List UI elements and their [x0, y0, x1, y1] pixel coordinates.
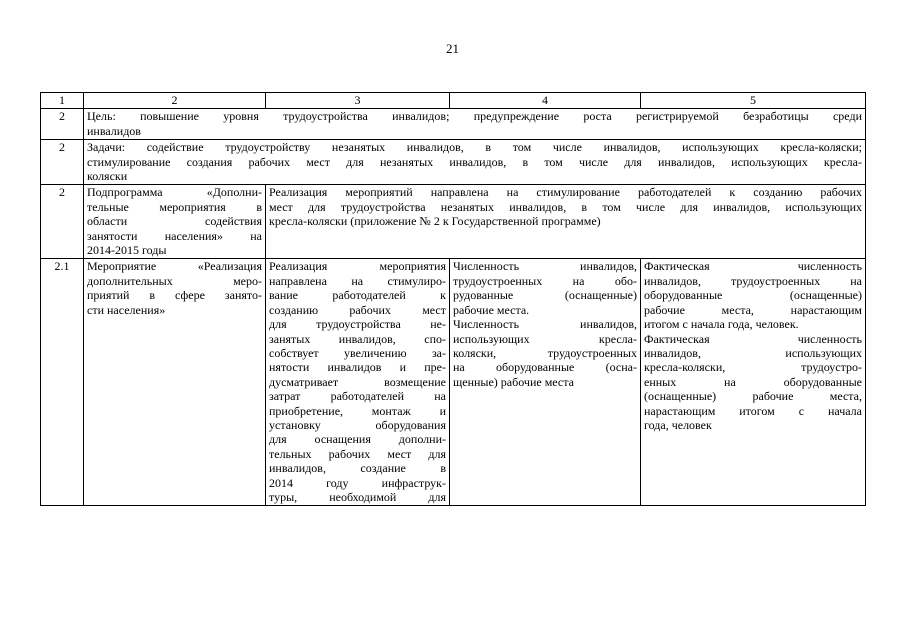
tasks-row [41, 140, 866, 185]
goal-row [41, 109, 866, 140]
page-number: 21 [446, 41, 459, 56]
column-number-cell: 1 [41, 93, 84, 109]
column-number-cell: 4 [450, 93, 641, 109]
row-number: 2 [41, 109, 84, 140]
subprogram-title: Подпрограмма «Дополни- тельные мероприятия в области содействия занятости населения» на 2014-2015 годы [84, 185, 266, 259]
program-table [40, 92, 866, 506]
column-number-cell: 5 [641, 93, 866, 109]
measure-row [41, 259, 866, 506]
row-number: 2 [41, 185, 84, 259]
row-number: 2.1 [41, 259, 84, 506]
measure-title: Мероприятие «Реализация дополнительных меро- приятий в сфере занято- сти населения» [84, 259, 266, 506]
subprogram-row [41, 185, 866, 259]
tasks-text: Задачи: содействие трудоустройству незанятых инвалидов, в том числе инвалидов, использующих кресла-коляски; стимулирование создания рабочих мест для незанятых инвалидов, в том числе для инвалидов, использующих кресла- коляски [84, 140, 866, 185]
goal-text: Цель: повышение уровня трудоустройства инвалидов; предупреждение роста регистрируемой безработицы среди инвалидов [84, 109, 866, 140]
measure-indicators: Численность инвалидов, трудоустроенных на обо- рудованные (оснащенные) рабочие места. Численность инвалидов, использующих кресла- коляски, трудоустроенных на оборудованные (осна- щенные) рабочие места [450, 259, 641, 506]
subprogram-description: Реализация мероприятий направлена на стимулирование работодателей к созданию рабочих мест для трудоустройства незанятых инвалидов, в том числе для инвалидов, использующих кресла-коляски (приложение № 2 к Государственной программе) [266, 185, 866, 259]
measure-results: Фактическая численность инвалидов, трудоустроенных на оборудованные (оснащенные) рабочие места, нарастающим итогом с начала года, человек. Фактическая численность инвалидов, использующих кресла-коляски, трудоустро- енных на оборудованные (оснащенные) рабочие места, нарастающим итогом с начала года, человек [641, 259, 866, 506]
column-number-cell: 2 [84, 93, 266, 109]
measure-description: Реализация мероприятия направлена на стимулиро- вание работодателей к созданию рабочих мест для трудоустройства не- занятых инвалидов, спо- собствует увеличению за- нятости инвалидов и пре- дусматривает возмещение затрат работодателей на приобретение, монтаж и установку оборудования для оснащения дополни- тельных рабочих мест для инвалидов, создание в 2014 году инфраструк- туры, необходимой для [266, 259, 450, 506]
column-number-cell: 3 [266, 93, 450, 109]
column-number-row [41, 93, 866, 109]
row-number: 2 [41, 140, 84, 185]
